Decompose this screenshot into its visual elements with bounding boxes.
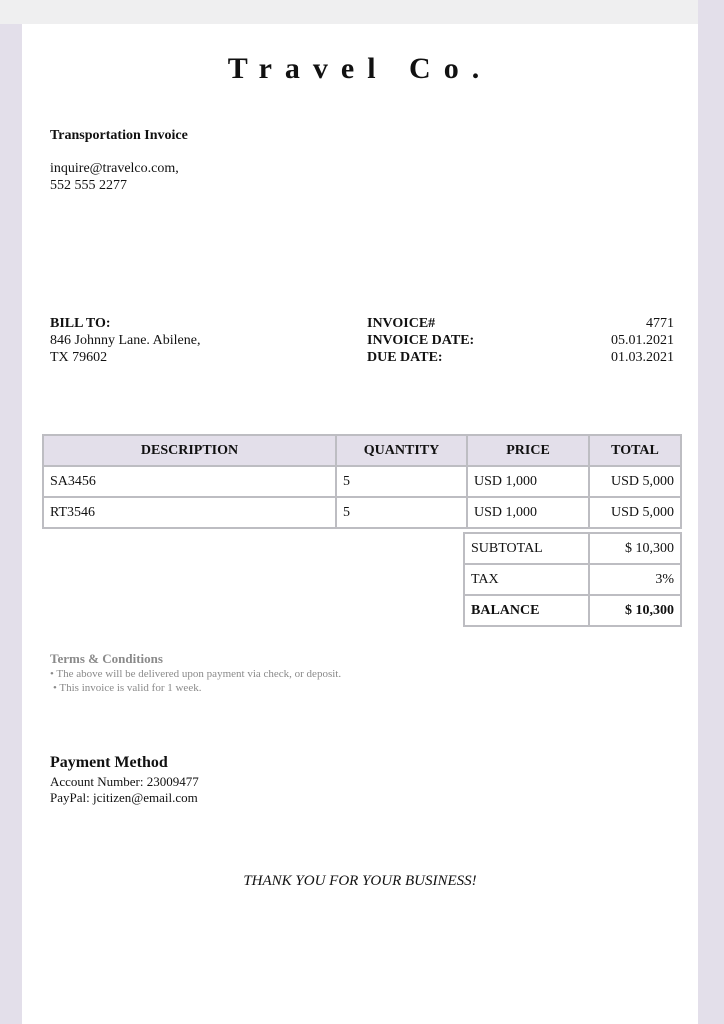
- item-description: RT3546: [43, 497, 336, 528]
- item-price: USD 1,000: [467, 497, 589, 528]
- company-name: Travel Co.: [227, 52, 493, 85]
- balance-label: BALANCE: [464, 595, 589, 626]
- invoice-number-value: 4771: [646, 316, 674, 331]
- terms-heading: Terms & Conditions: [50, 651, 163, 666]
- subtotal-row: [464, 533, 681, 564]
- item-price: USD 1,000: [467, 466, 589, 497]
- contact-phone: 552 555 2277: [50, 178, 127, 193]
- balance-value: $ 10,300: [589, 595, 681, 626]
- top-bar: [0, 0, 698, 24]
- invoice-number-label: INVOICE#: [367, 316, 436, 331]
- bill-to-block: [50, 315, 200, 366]
- header-total: TOTAL: [589, 435, 681, 466]
- payment-section: [50, 753, 199, 806]
- table-row: [43, 466, 681, 497]
- contact-block: [50, 160, 179, 194]
- item-total: USD 5,000: [589, 497, 681, 528]
- bill-to-address-line2: TX 79602: [50, 350, 108, 365]
- payment-account: Account Number: 23009477: [50, 774, 199, 789]
- terms-item: • The above will be delivered upon payment via check, or deposit.: [50, 668, 342, 680]
- header-quantity: QUANTITY: [336, 435, 467, 466]
- terms-item: • This invoice is valid for 1 week.: [53, 682, 202, 694]
- terms-section: [50, 651, 341, 695]
- table-row: [43, 497, 681, 528]
- item-quantity: 5: [336, 497, 467, 528]
- items-header-row: [43, 435, 681, 466]
- item-quantity: 5: [336, 466, 467, 497]
- contact-email: inquire@travelco.com,: [50, 161, 179, 176]
- item-description: SA3456: [43, 466, 336, 497]
- payment-paypal: PayPal: jcitizen@email.com: [50, 790, 198, 805]
- invoice-number-row: [367, 315, 674, 332]
- tax-label: TAX: [464, 564, 589, 595]
- invoice-date-label: INVOICE DATE:: [367, 333, 475, 348]
- invoice-page: [22, 24, 698, 1024]
- invoice-date-row: [367, 332, 674, 349]
- header-description: DESCRIPTION: [43, 435, 336, 466]
- header-price: PRICE: [467, 435, 589, 466]
- due-date-label: DUE DATE:: [367, 350, 443, 365]
- bill-to-label: BILL TO:: [50, 316, 111, 331]
- due-date-row: [367, 349, 674, 366]
- subtotal-value: $ 10,300: [589, 533, 681, 564]
- document-title: Transportation Invoice: [50, 128, 188, 143]
- invoice-date-value: 05.01.2021: [611, 333, 674, 348]
- subtotal-label: SUBTOTAL: [464, 533, 589, 564]
- summary-table: [463, 532, 682, 627]
- tax-value: 3%: [589, 564, 681, 595]
- tax-row: [464, 564, 681, 595]
- items-table: [42, 434, 682, 529]
- due-date-value: 01.03.2021: [611, 350, 674, 365]
- balance-row: [464, 595, 681, 626]
- thank-you-note: THANK YOU FOR YOUR BUSINESS!: [243, 873, 477, 889]
- payment-heading: Payment Method: [50, 754, 168, 771]
- bill-to-address-line1: 846 Johnny Lane. Abilene,: [50, 333, 201, 348]
- invoice-meta: [367, 315, 674, 366]
- item-total: USD 5,000: [589, 466, 681, 497]
